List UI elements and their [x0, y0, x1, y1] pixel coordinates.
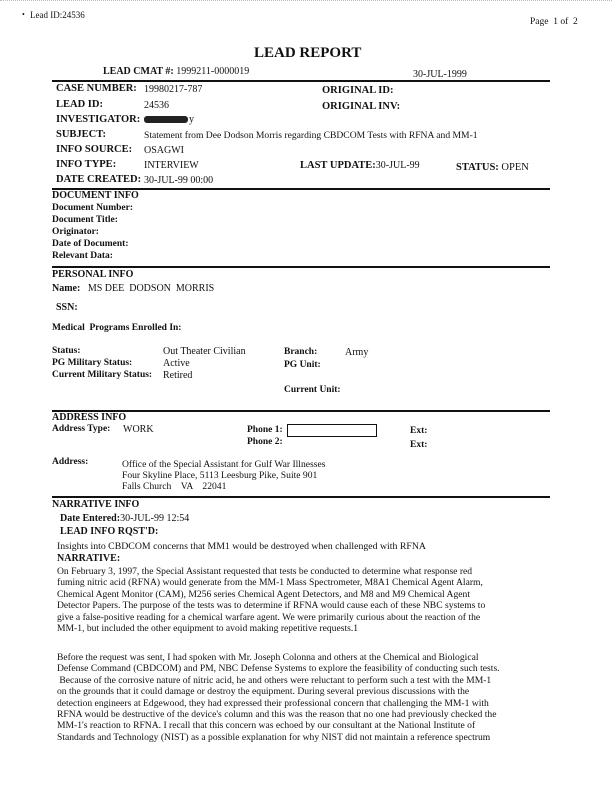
header-lead-id [30, 10, 85, 20]
originator-label: Originator: [52, 227, 99, 237]
section-divider-narrative [52, 496, 550, 498]
branch-value: Army [345, 347, 369, 358]
narrative-line: Before the request was sent, I had spoken with Mr. Joseph Colonna and others at the Chemical and Biological [57, 652, 479, 663]
narrative-paragraph-2 [57, 652, 567, 743]
ext2-label: Ext: [410, 440, 428, 450]
last-update-label: LAST UPDATE: [300, 160, 376, 171]
original-id-label: ORIGINAL ID: [322, 85, 394, 96]
header-divider [52, 80, 550, 82]
case-number-label: CASE NUMBER: [56, 83, 137, 94]
last-update-value: 30-JUL-99 [375, 160, 420, 171]
branch-label: Branch: [284, 347, 318, 357]
narrative-paragraph-1 [57, 566, 567, 634]
page-label: Page [530, 17, 549, 27]
status-label-personal: Status: [52, 346, 81, 356]
phone1-label: Phone 1: [247, 425, 283, 435]
cmat-label: LEAD CMAT #: [103, 66, 174, 77]
last-update [300, 160, 420, 171]
investigator-visible-text: y [189, 114, 194, 125]
date-created-label: DATE CREATED: [56, 174, 142, 185]
document-number-label: Document Number: [52, 203, 134, 213]
narrative-line: Detector Papers. The purpose of the tests was to determine if RFNA would cause each of these NBC systems to [57, 600, 486, 612]
investigator-value [144, 114, 194, 125]
cmat-value: 1999211-0000019 [176, 66, 250, 77]
document-title-label: Document Title: [52, 215, 118, 225]
info-type-label: INFO TYPE: [56, 159, 117, 170]
narrative-line: detection engineers at Edgewood, they had expressed their professional concern that challenging the MM-1 with [57, 697, 489, 709]
status-label: STATUS: [456, 162, 499, 173]
scan-mark: • [22, 10, 25, 19]
case-number-value: 19980217-787 [144, 84, 203, 95]
name-value: MS DEE DODSON MORRIS [87, 283, 215, 294]
narrative-line: On February 3, 1997, the Special Assistant requested that tests be conducted to determine what response red [57, 566, 473, 577]
address-line-2: Four Skyline Place, 5113 Leesburg Pike, Suite 901 [122, 470, 318, 481]
narrative-line: MM-1's reaction to RFNA. I recall that this concern was echoed by our consultant at the National Institute of [57, 720, 476, 732]
narrative-info-title: NARRATIVE INFO [52, 499, 140, 510]
current-unit-label: Current Unit: [284, 385, 341, 395]
pg-military-status-value: Active [163, 358, 190, 369]
lead-info-requested-value: Insights into CBDCOM concerns that MM1 would be destroyed when challenged with RFNA [57, 541, 426, 552]
name-label: Name: [52, 283, 81, 294]
name-row [52, 283, 214, 294]
header-lead-id-value: 24536 [62, 10, 85, 20]
scan-edge [0, 0, 612, 3]
current-military-status-value: Retired [163, 370, 193, 381]
subject-label: SUBJECT: [56, 129, 106, 140]
page-indicator [530, 17, 578, 27]
narrative-line: Because of the corrosive nature of nitric acid, he and others were reluctant to perform such a test with the MM-1 [57, 674, 492, 686]
narrative-line: give a false-positive reading for a chemical warfare agent. We were primarily curious about the reaction of the [57, 611, 481, 623]
investigator-label: INVESTIGATOR: [56, 114, 141, 125]
address-line-1: Office of the Special Assistant for Gulf War Illnesses [122, 459, 326, 470]
narrative-line: on the grounds that it could damage or destroy the equipment. During several previous discussions with the [57, 686, 470, 698]
address-type-label: Address Type: [52, 424, 111, 434]
pg-military-status-label: PG Military Status: [52, 358, 133, 368]
narrative-line: Defense Command (CBDCOM) and PM, NBC Defense Systems to explore the feasibility of conducting such tests. [57, 663, 500, 675]
section-divider-personal [52, 266, 550, 268]
info-source-value: OSAGWI [144, 145, 184, 156]
info-source-label: INFO SOURCE: [56, 144, 133, 155]
narrative-line: Standards and Technology (NIST) as a possible explanation for why NIST did not maintain a reference spectrum [57, 731, 491, 743]
lead-info-requested-label: LEAD INFO RQST'D: [60, 526, 159, 537]
page-total: 2 [573, 17, 578, 27]
date-entered [60, 513, 189, 524]
narrative-label: NARRATIVE: [57, 553, 121, 564]
cmat-number [103, 66, 249, 77]
lead-id-label: LEAD ID: [56, 99, 103, 110]
relevant-data-label: Relevant Data: [52, 251, 113, 261]
narrative-line: Chemical Agent Monitor (CAM), M256 series Chemical Agent Detectors, and M8 and M9 Chemical Agent [57, 588, 470, 600]
ssn-label: SSN: [56, 302, 78, 313]
current-military-status-label: Current Military Status: [52, 370, 153, 380]
document-info-title: DOCUMENT INFO [52, 190, 139, 201]
page-current: 1 [553, 17, 558, 27]
subject-value: Statement from Dee Dodson Morris regarding CBDCOM Tests with RFNA and MM-1 [144, 130, 478, 141]
page-of: of [560, 17, 569, 27]
report-date: 30-JUL-1999 [413, 69, 467, 80]
status-value-personal: Out Theater Civilian [163, 346, 246, 357]
date-entered-value: 30-JUL-99 12:54 [120, 513, 190, 524]
lead-id-value: 24536 [144, 100, 169, 111]
ext1-label: Ext: [410, 426, 428, 436]
date-entered-label: Date Entered: [60, 513, 121, 524]
redaction-mark [144, 116, 188, 123]
phone1-field[interactable] [287, 424, 377, 437]
narrative-line: RFNA would be destructive of the device's column and this was the reason that no one had previously checked the [57, 709, 497, 721]
narrative-line: MM-1, but included the other equipment to avoid making repetitive requests.1 [57, 623, 359, 635]
info-type-value: INTERVIEW [144, 160, 199, 171]
status [456, 162, 529, 173]
personal-info-title: PERSONAL INFO [52, 269, 134, 280]
section-divider-address [52, 410, 550, 412]
narrative-line: fuming nitric acid (RFNA) would generate from the MM-1 Mass Spectrometer, M8A1 Chemical Agent Alarm, [57, 577, 483, 589]
address-info-title: ADDRESS INFO [52, 412, 127, 423]
address-type-value: WORK [123, 424, 154, 435]
date-of-document-label: Date of Document: [52, 239, 129, 249]
original-inv-label: ORIGINAL INV: [322, 101, 401, 112]
address-label: Address: [52, 457, 89, 467]
date-created-value: 30-JUL-99 00:00 [144, 175, 214, 186]
address-line-3: Falls Church VA 22041 [122, 481, 227, 492]
page-title: LEAD REPORT [254, 45, 362, 61]
phone2-label: Phone 2: [247, 437, 283, 447]
medical-programs-label: Medical Programs Enrolled In: [52, 323, 182, 333]
status-badge: OPEN [501, 162, 529, 173]
pg-unit-label: PG Unit: [284, 360, 321, 370]
header-lead-id-label: Lead ID: [30, 10, 63, 20]
